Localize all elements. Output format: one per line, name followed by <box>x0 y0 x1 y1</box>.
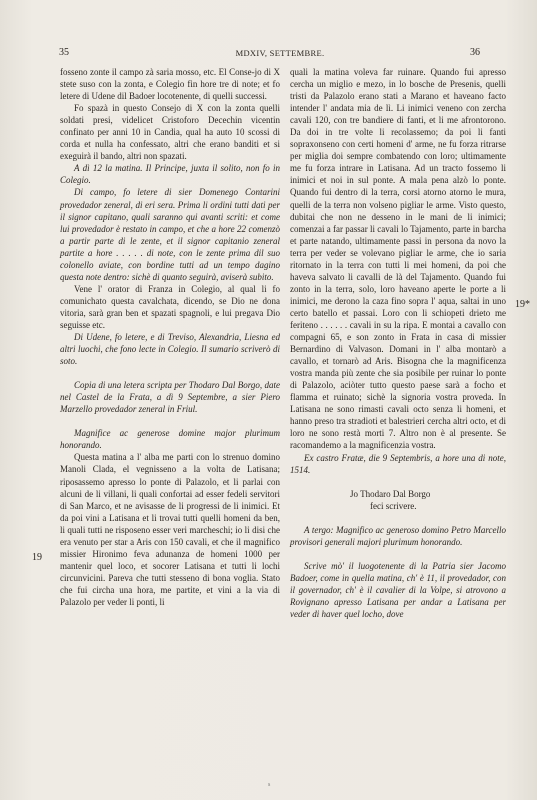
spacer <box>60 367 280 379</box>
footer-mark: s <box>268 782 271 788</box>
letter-heading: Copia di una letera scripta per Thodaro Dal Borgo, date nel Castel de la Frata, a dì 9 Septembre, a sier Piero Marzello provedador zeneral in Friul. <box>60 380 280 415</box>
paragraph: Di Udene, fo letere, e di Treviso, Alexandria, Liesna ed altri luochi, che fono lecte in Colegio. Il sumario scriverò di soto. <box>60 332 280 367</box>
paragraph: Questa matina a l' alba me parti con lo strenuo domino Manoli Clada, el vegnisseno a la volta de Latisana; riposassemo apresso lo ponte di Palazolo, et li parlai con alcuni de li villani, li quali confortai ad esser fedeli servitori di San Marco, et ne avisasse de li progressi de li inimici. Et da poi vini a Latisana et li trovai tutti quelli homeni da ben, li quali tutti ne risposeno esser veri marcheschi; io li disi che era venuto per star a Aris con 150 cavali, et che il magnifico missier Hironimo feva adunanza de homeni 1000 per mantenir quel loco, et socorer Latisana et tutti li lochi circunvicini. Pareva che tutti stesseno di bona voglia. Stato che fui circha una hora, me partite, et vini a la via di Palazolo per veder li ponti, li <box>60 452 280 607</box>
salutation: Magnifice ac generose domine major plurimum honorando. <box>60 428 280 451</box>
spacer <box>60 415 280 427</box>
running-title: MDXIV, SETTEMBRE. <box>235 48 325 58</box>
address-line: A tergo: Magnifico ac generoso domino Petro Marcello provisori generali majori plurimum honorando. <box>290 524 506 547</box>
paragraph: Vene l' orator di Franza in Colegio, al qual li fo comunichato questa cavalchata, dicendo, se Dio ne dona vitoria, sarà gran ben et spazati spagnoli, e lui pregava Dio seguisse etc. <box>60 283 280 330</box>
margin-number-right: 19* <box>515 299 530 310</box>
page-header <box>0 47 537 61</box>
right-column <box>290 66 506 620</box>
spacer <box>290 548 506 560</box>
signature-note: feci scrivere. <box>370 500 417 511</box>
paragraph: Scrive mò' il luogotenente di la Patria sier Jacomo Badoer, come in quella matina, ch' è 11, il provedador, con il governador, ch' è il cavalier di la Volpe, si atrovono a Rovignano apresso Latisana per andar a Latisana per veder di haver quel locho, dove <box>290 560 506 619</box>
paragraph: A dì 12 la matina. Il Principe, juxta il solito, non fo in Colegio. <box>60 163 280 186</box>
dateline: Ex castro Fratæ, die 9 Septembris, a hore una di note, 1514. <box>290 452 506 475</box>
margin-number-left: 19 <box>32 552 42 563</box>
paragraph: fosseno zonte il campo zà saria mosso, etc. El Conse-jo di X stete suso con la zonta, e Colegio fin hore tre di note; et fo letere di Udene dil Badoer locotenente, di quelli successi. <box>60 67 280 102</box>
spacer <box>290 512 506 524</box>
spacer <box>290 476 506 488</box>
left-column <box>60 66 280 608</box>
signature: Jo Thodaro Dal Borgo <box>350 488 431 499</box>
left-page-number: 35 <box>59 47 69 58</box>
paragraph: Di campo, fo letere di sier Domenego Contarini provedador zeneral, di eri sera. Prima li ordini tutti dati per il signor capitano, quali saranno qui avanti scriti: et come lui provedador è restato in campo, et che a hore 22 comenzò a partir parte di le zente, et il signor capitanio zeneral partite a hore . . . . . di note, con le zente prima dil suo colonello aviate, con bordine tutti ad un tempo dagino questa note dentro: sichè di quanto seguirà, aviserà subito. <box>60 187 280 282</box>
paragraph: quali la matina voleva far ruinare. Quando fui apresso cercha un miglio e mezo, in lo bosche de Presenis, quelli tristi da Palazolo erano stati a Marano et haveano facto intender l' andata mia de lì. Li inimici veneno con zercha cavali 120, con tre bandiere di fanti, et li me afrontorono. Da doi in tre volte li recolassemo; da poi li fanti sopraxonseno con certi homeni d' arme, ne fu forza ritrarse per miglia doi sempre combatendo con loro; ultimamente me fu forza intrare in Latisana. Ad un tracto fossemo li inimici et noi in sul ponte. A mala pena alzò lo ponte. Quando fui dentro di la terra, corsi atorno atorno le mura, quelli de la terra non volseno pigliar le arme. Visto questo, dubitai che non ne desseno in le mani de li inimici; comenzai a far passar li cavali lo Tajamento, parte in barcha et parte natando, ultimamente passi in persona da novo la terra per veder se volevano pigliar le arme, che io saria ritornato in la terra con tutti li mei homeni, da poi che haveva salvato li cavalli de là del Tajamento. Quando fui zonto in la terra, solo, loro haveano aperte le porte a li inimici, me derono la caza fino sopra l' aqua, saltai in uno certo batello et passai. Loro con li schiopeti drieto me feriteno . . . . . . cavali in su la ripa. E montai a cavallo con compagni 65, e son zonto in Frata in casa di missier Bernardino di Valvason. Domani in l' alba montarò a cavallo, et tornarò ad Aris. Bisogna che la magnificenza vostra manda più zente che sia posibile per ruinar lo ponte di Palazolo, aciòter tutto questo paese sarà a focho et flamma et ruinato; sichè la signoria vostra proveda. In Latisana ne sono rimasti cavali octo senza li homeni, et hanno preso tra stradioti et balestrieri cercha altri octo, et di loro ne sono restà morti 7. Altro non è al presente. Se racomandemo a la magnificenzia vostra. <box>290 67 506 451</box>
right-page-number: 36 <box>470 47 480 58</box>
paragraph: Fo spazà in questo Consejo di X con la zonta quelli soldati presi, videlicet Cristoforo Decechin vicentin confinato per anni 10 in Candia, qual ha auto 10 scossi di corda et nulla ha confessato, altri che erano banditi et si exeguirà il bando, altri non spazati. <box>60 103 280 162</box>
